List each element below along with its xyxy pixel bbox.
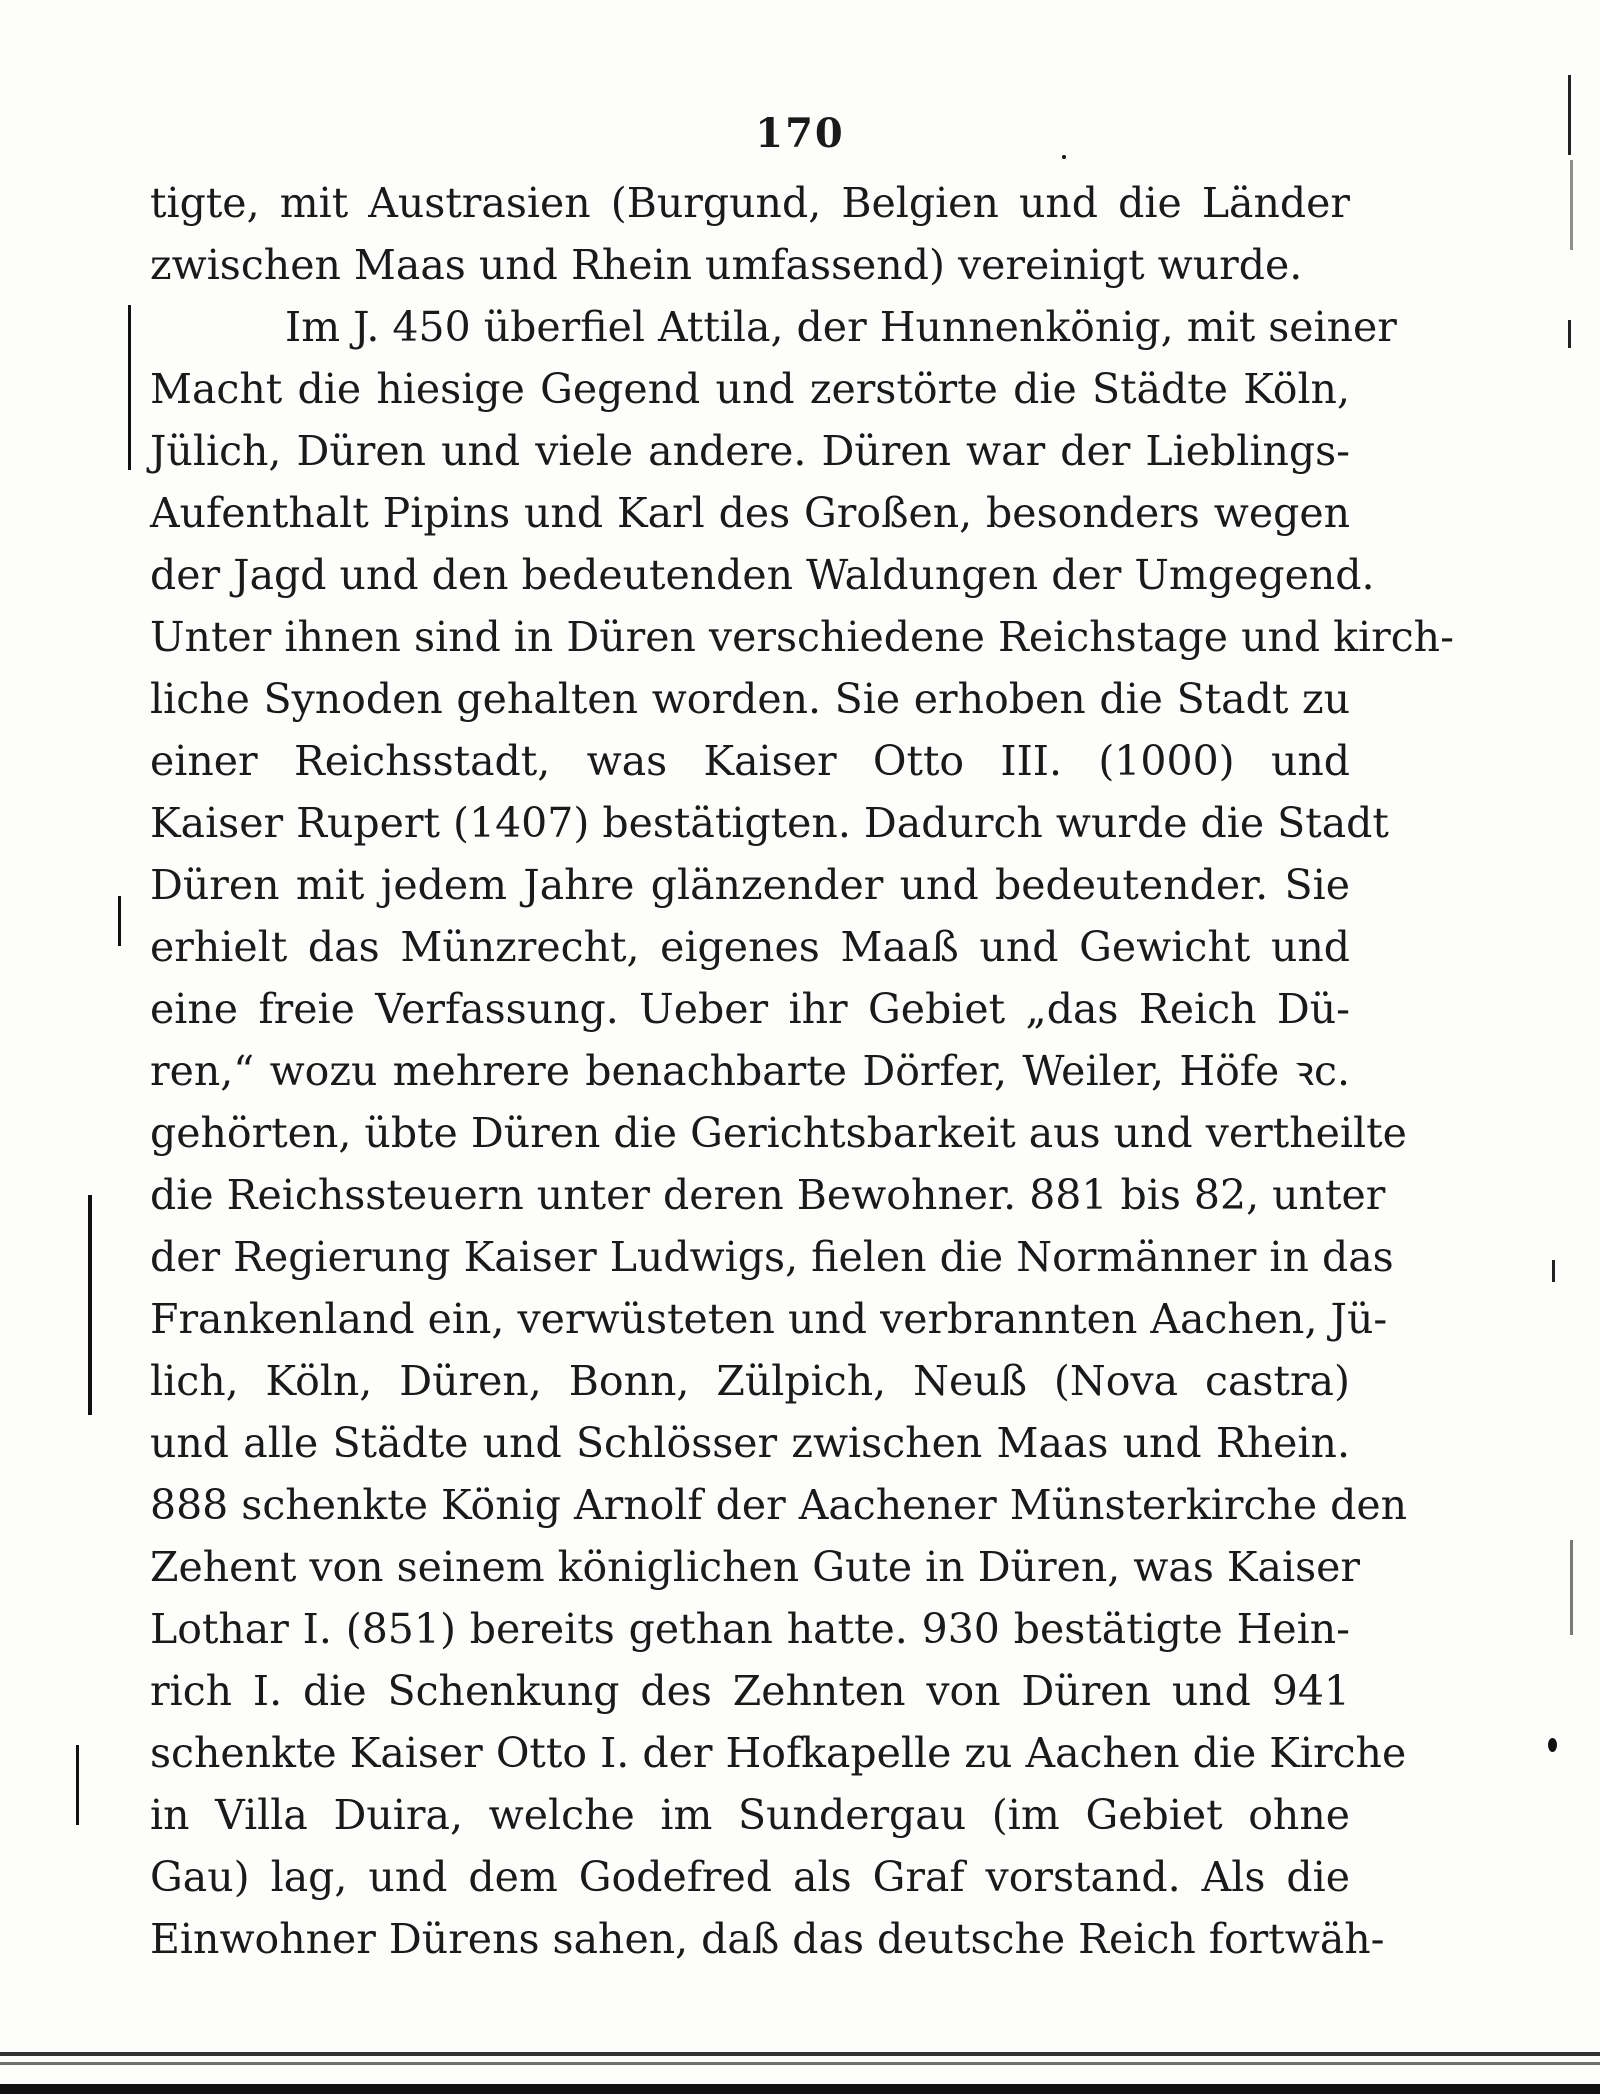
text-line: Lothar I. (851) bereits gethan hatte. 930 bestätigte Hein- — [150, 1605, 1350, 1653]
scan-edge-line — [1552, 1260, 1555, 1282]
margin-mark — [128, 305, 131, 470]
text-line: 888 schenkte König Arnolf der Aachener Münsterkirche den — [150, 1481, 1408, 1529]
text-line: tigte, mit Austrasien (Burgund, Belgien und die Länder — [150, 179, 1350, 227]
text-line: Düren mit jedem Jahre glänzender und bedeutender. Sie — [150, 861, 1350, 909]
scan-edge-line — [1568, 75, 1571, 155]
text-line: schenkte Kaiser Otto I. der Hofkapelle zu Aachen die Kirche — [150, 1729, 1407, 1777]
text-line: rich I. die Schenkung des Zehnten von Düren und 941 — [150, 1667, 1350, 1715]
text-line: Macht die hiesige Gegend und zerstörte die Städte Köln, — [150, 365, 1350, 413]
body-text — [150, 172, 1454, 1970]
text-line: in Villa Duira, welche im Sundergau (im Gebiet ohne — [150, 1791, 1350, 1839]
text-line: Kaiser Rupert (1407) bestätigten. Dadurch wurde die Stadt — [150, 799, 1389, 847]
text-line: Im J. 450 überfiel Attila, der Hunnenkönig, mit seiner — [285, 303, 1397, 351]
page-number: 170 — [755, 110, 845, 157]
text-line: Einwohner Dürens sahen, daß das deutsche Reich fortwäh- — [150, 1915, 1385, 1963]
scan-bottom-rule — [0, 2052, 1600, 2056]
scan-edge-line — [1570, 160, 1573, 250]
text-line: Gau) lag, und dem Godefred als Graf vorstand. Als die — [150, 1853, 1350, 1901]
scan-speck — [1548, 1738, 1557, 1752]
scan-edge-line — [1570, 1540, 1573, 1635]
text-line: Frankenland ein, verwüsteten und verbrannten Aachen, Jü- — [150, 1295, 1388, 1343]
text-line: Unter ihnen sind in Düren verschiedene Reichstage und kirch- — [150, 613, 1454, 661]
scan-bottom-rule — [0, 2084, 1600, 2094]
text-line: lich, Köln, Düren, Bonn, Zülpich, Neuß (Nova castra) — [150, 1357, 1350, 1405]
scan-speck — [1062, 155, 1066, 159]
scan-edge-line — [1568, 320, 1571, 348]
scan-bottom-rule — [0, 2062, 1600, 2065]
margin-mark — [118, 896, 121, 946]
text-line: Jülich, Düren und viele andere. Düren war der Lieblings- — [150, 427, 1350, 475]
text-line: gehörten, übte Düren die Gerichtsbarkeit aus und vertheilte — [150, 1109, 1407, 1157]
margin-mark — [88, 1195, 92, 1415]
text-line: Aufenthalt Pipins und Karl des Großen, besonders wegen — [150, 489, 1350, 537]
text-line: die Reichssteuern unter deren Bewohner. 881 bis 82, unter — [150, 1171, 1386, 1219]
text-line: der Jagd und den bedeutenden Waldungen der Umgegend. — [150, 551, 1375, 599]
text-line: einer Reichsstadt, was Kaiser Otto III. (1000) und — [150, 737, 1350, 785]
text-line: liche Synoden gehalten worden. Sie erhoben die Stadt zu — [150, 675, 1350, 723]
text-line: zwischen Maas und Rhein umfassend) vereinigt wurde. — [150, 241, 1303, 289]
text-line: ren,“ wozu mehrere benachbarte Dörfer, Weiler, Höfe ꝛc. — [150, 1047, 1350, 1095]
margin-mark — [76, 1745, 79, 1825]
text-line: Zehent von seinem königlichen Gute in Düren, was Kaiser — [150, 1543, 1361, 1591]
text-line: und alle Städte und Schlösser zwischen Maas und Rhein. — [150, 1419, 1350, 1467]
text-line: eine freie Verfassung. Ueber ihr Gebiet „das Reich Dü- — [150, 985, 1350, 1033]
text-line: erhielt das Münzrecht, eigenes Maaß und Gewicht und — [150, 923, 1350, 971]
text-line: der Regierung Kaiser Ludwigs, fielen die Normänner in das — [150, 1233, 1394, 1281]
